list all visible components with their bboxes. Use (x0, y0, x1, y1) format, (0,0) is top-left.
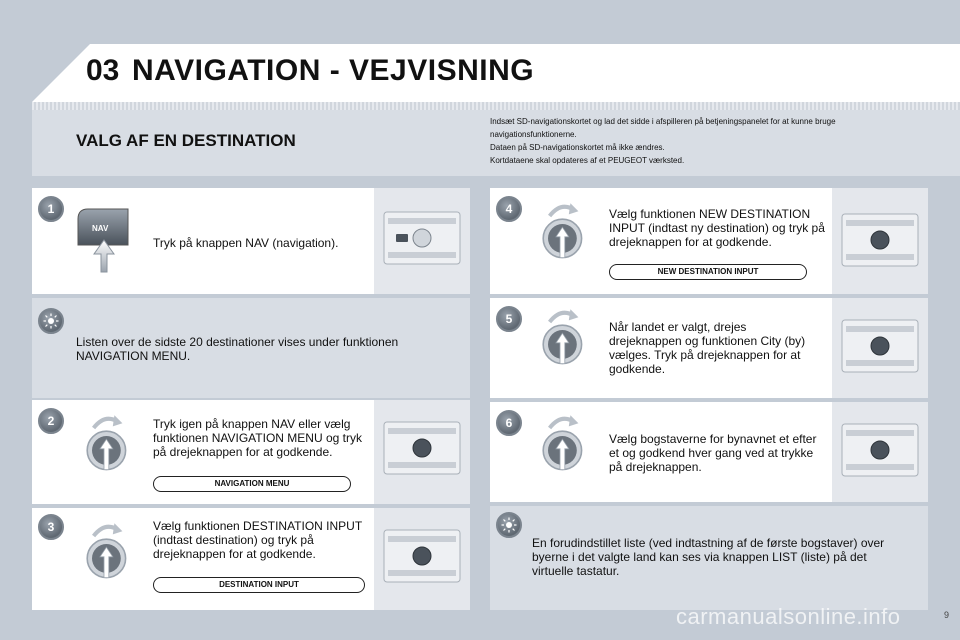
step-3-badge: 3 (38, 514, 64, 540)
intro-text (490, 115, 930, 167)
navigation-menu-label: NAVIGATION MENU (153, 476, 351, 492)
step-1-badge: 1 (38, 196, 64, 222)
radio-panel-icon (840, 316, 920, 376)
step-4-badge: 4 (496, 196, 522, 222)
new-destination-input-label: NEW DESTINATION INPUT (609, 264, 807, 280)
page-title: NAVIGATION - VEJVISNING (132, 54, 535, 87)
intro-line: navigationsfunktionerne. (490, 130, 577, 139)
chapter-number: 03 (86, 54, 120, 87)
radio-panel-icon (382, 418, 462, 478)
radio-panel-icon (382, 526, 462, 586)
radio-panel-icon (840, 420, 920, 480)
tip-2-text: En forudindstillet liste (ved indtastning af de første bogstaver) over byerne i det valgte land kan ses via knappen LIST (liste) på det virtuelle tastatur. (532, 536, 885, 578)
rotary-knob-icon (532, 200, 596, 264)
section-title: VALG AF EN DESTINATION (76, 131, 296, 150)
destination-input-label: DESTINATION INPUT (153, 577, 365, 593)
header-corner (32, 44, 90, 102)
radio-panel-icon (840, 210, 920, 270)
intro-line: Indsæt SD-navigationskortet og lad det sidde i afspilleren på betjeningspanelet for at kunne bruge (490, 117, 836, 126)
step-3-text: Vælg funktionen DESTINATION INPUT (indtast destination) og tryk på drejeknappen for at godkende. (153, 519, 362, 561)
radio-panel-icon (382, 208, 462, 268)
tip-1-text: Listen over de sidste 20 destinationer vises under funktionen NAVIGATION MENU. (76, 335, 399, 363)
rotary-knob-icon (76, 520, 140, 584)
lightbulb-icon (38, 308, 64, 334)
watermark: carmanualsonline.info (676, 604, 901, 629)
rotary-knob-icon (532, 306, 596, 370)
step-2-badge: 2 (38, 408, 64, 434)
step-2-text: Tryk igen på knappen NAV eller vælg funktionen NAVIGATION MENU og tryk på drejeknappen for at godkende. (153, 417, 362, 459)
intro-line: Kortdataene skal opdateres af et PEUGEOT værksted. (490, 156, 685, 165)
step-6-badge: 6 (496, 410, 522, 436)
step-5-text: Når landet er valgt, drejes drejeknappen og funktionen City (by) vælges. Tryk på drejeknappen for at godkende. (609, 320, 806, 376)
step-4-text: Vælg funktionen NEW DESTINATION INPUT (indtast ny destination) og tryk på drejeknappen for at godkende. (609, 207, 825, 249)
page-number: 9 (944, 610, 950, 620)
step-5-badge: 5 (496, 306, 522, 332)
header-stripe (32, 102, 960, 110)
rotary-knob-icon (532, 412, 596, 476)
step-1-text: Tryk på knappen NAV (navigation). (153, 236, 339, 250)
lightbulb-icon (496, 512, 522, 538)
intro-line: Dataen på SD-navigationskortet må ikke ændres. (490, 143, 665, 152)
rotary-knob-icon (76, 412, 140, 476)
press-arrow-icon (92, 238, 116, 274)
nav-key-label: NAV (92, 224, 109, 233)
step-6-text: Vælg bogstaverne for bynavnet et efter et og godkend hver gang ved at trykke på drejeknappen. (609, 432, 817, 474)
